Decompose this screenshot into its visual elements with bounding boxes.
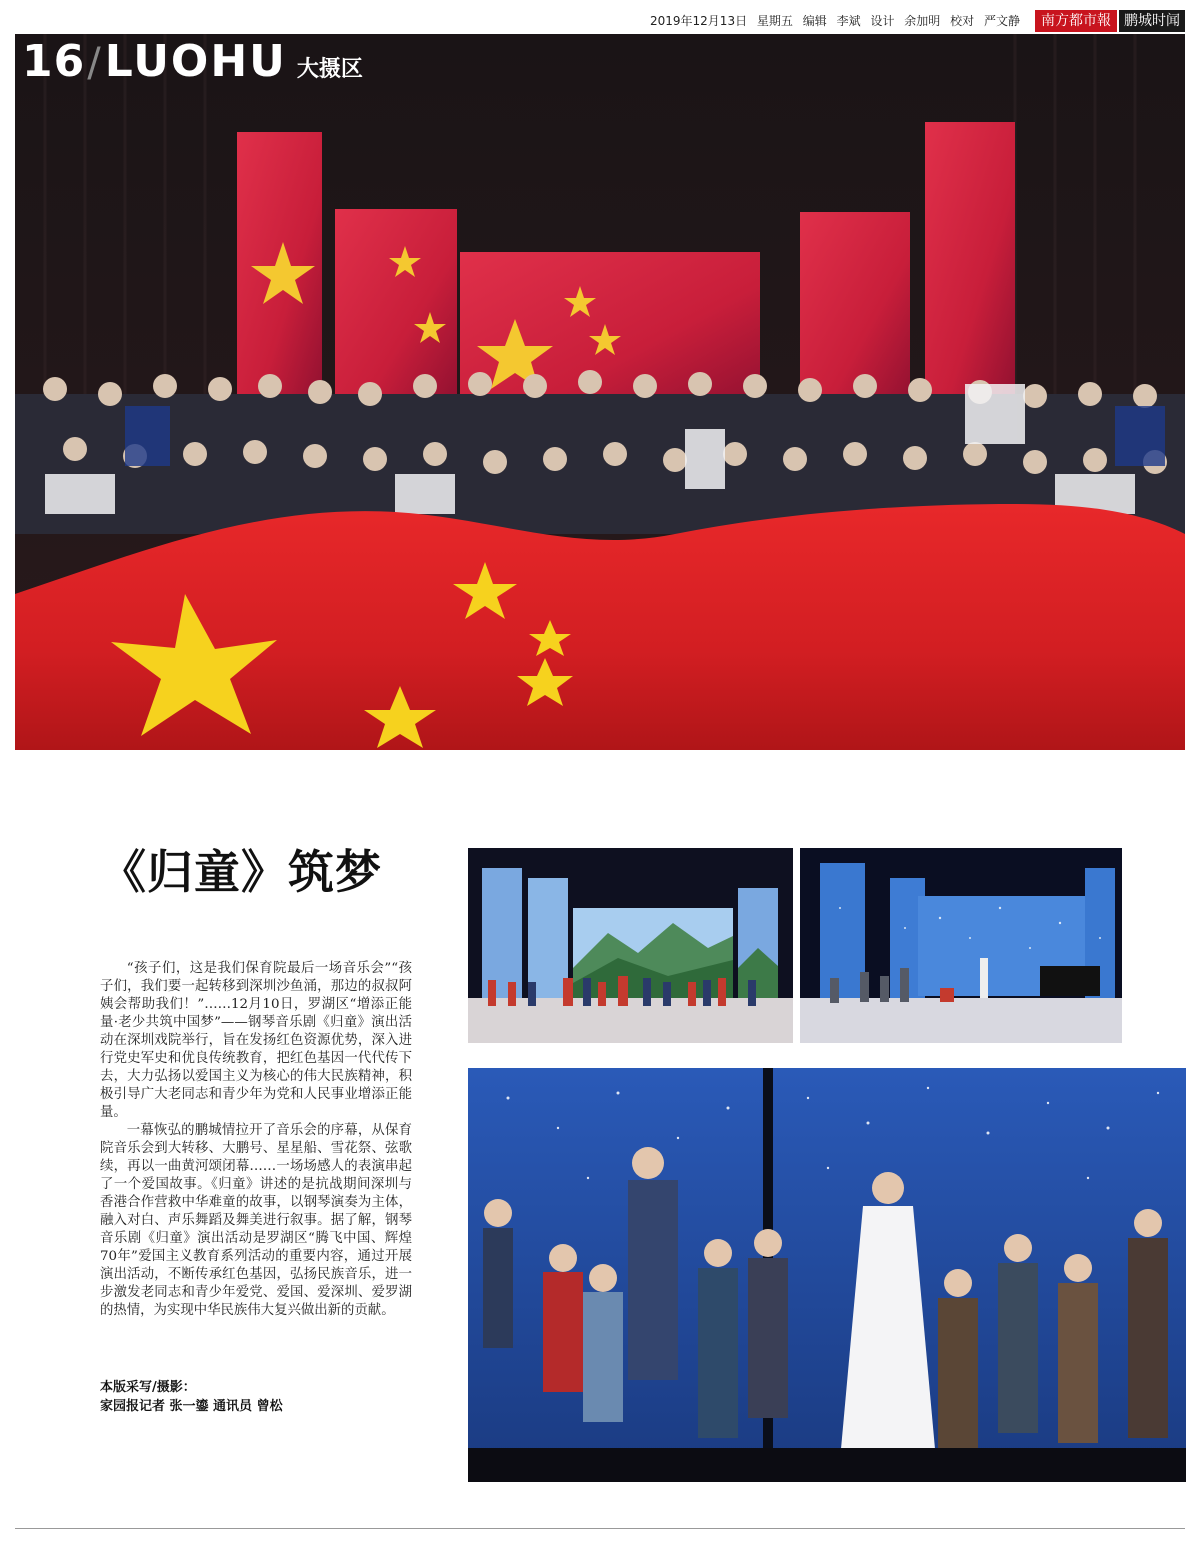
region-name: LUOHU [104,36,287,87]
bottom-rule [15,1528,1185,1529]
masthead-logo [1035,10,1185,32]
proofreader-name: 严文静 [983,14,1020,28]
design-label: 设计 [870,14,895,28]
section-masthead [22,36,363,87]
stage-photo-mountains [468,848,793,1043]
supplement-logo: 鹏城时闻 [1119,10,1185,32]
starry-stage-image [800,848,1122,1043]
stage-photo-performance [468,1068,1186,1482]
paragraph: “孩子们，这是我们保育院最后一场音乐会”“孩子们，我们要一起转移到深圳沙鱼涌，那边的叔叔阿姨会帮助我们！”……12月10日，罗湖区“增添正能量·老少共筑中国梦”——钢琴音乐剧《归童》演出活动在深圳戏院举行，旨在发扬红色资源优势，深入进行党史军史和优良传统教育，把红色基因一代代传下去，大力弘扬以爱国主义为核心的伟大民族精神，积极引导广大老同志和青少年为党和人民事业增添正能量。 [100,961,412,1120]
article-headline: 《归童》筑梦 [100,845,382,899]
slash-divider: / [87,40,101,86]
editor-name: 李斌 [836,14,861,28]
page-number: 16 [22,36,86,87]
article-body [100,960,412,1320]
newspaper-logo: 南方都市報 [1035,10,1117,32]
section-name: 大摄区 [296,57,363,82]
byline-names: 家园报记者 张一鎏 通讯员 曾松 [100,1399,283,1414]
paragraph: 一幕恢弘的鹏城情拉开了音乐会的序幕，从保育院音乐会到大转移、大鹏号、星星船、雪花祭、弦歌续，再以一曲黄河颂闭幕……一场场感人的表演串起了一个爱国故事。《归童》讲述的是抗战期间深圳与香港合作营救中华难童的故事，以钢琴演奏为主体，融入对白、声乐舞蹈及舞美进行叙事。据了解，钢琴音乐剧《归童》演出活动是罗湖区“腾飞中国、辉煌70年”爱国主义教育系列活动的重要内容，通过开展演出活动，不断传承红色基因，弘扬民族音乐，进一步激发老同志和青少年爱党、爱国、爱深圳、爱罗湖的热情，为实现中华民族伟大复兴做出新的贡献。 [100,1123,412,1318]
editor-label: 编辑 [802,14,827,28]
stage-curtain-call-photo [15,34,1185,750]
page-header [0,0,1200,34]
performance-image [468,1068,1186,1482]
mountain-stage-image [468,848,793,1043]
issue-date: 2019年12月13日 [650,14,748,28]
proof-label: 校对 [950,14,975,28]
designer-name: 余加明 [904,14,941,28]
byline-label: 本版采写/摄影： [100,1380,196,1395]
header-meta [644,12,1020,29]
issue-weekday: 星期五 [756,14,793,28]
stage-photo-starry [800,848,1122,1043]
hero-photo [15,34,1185,750]
byline [100,1378,283,1416]
